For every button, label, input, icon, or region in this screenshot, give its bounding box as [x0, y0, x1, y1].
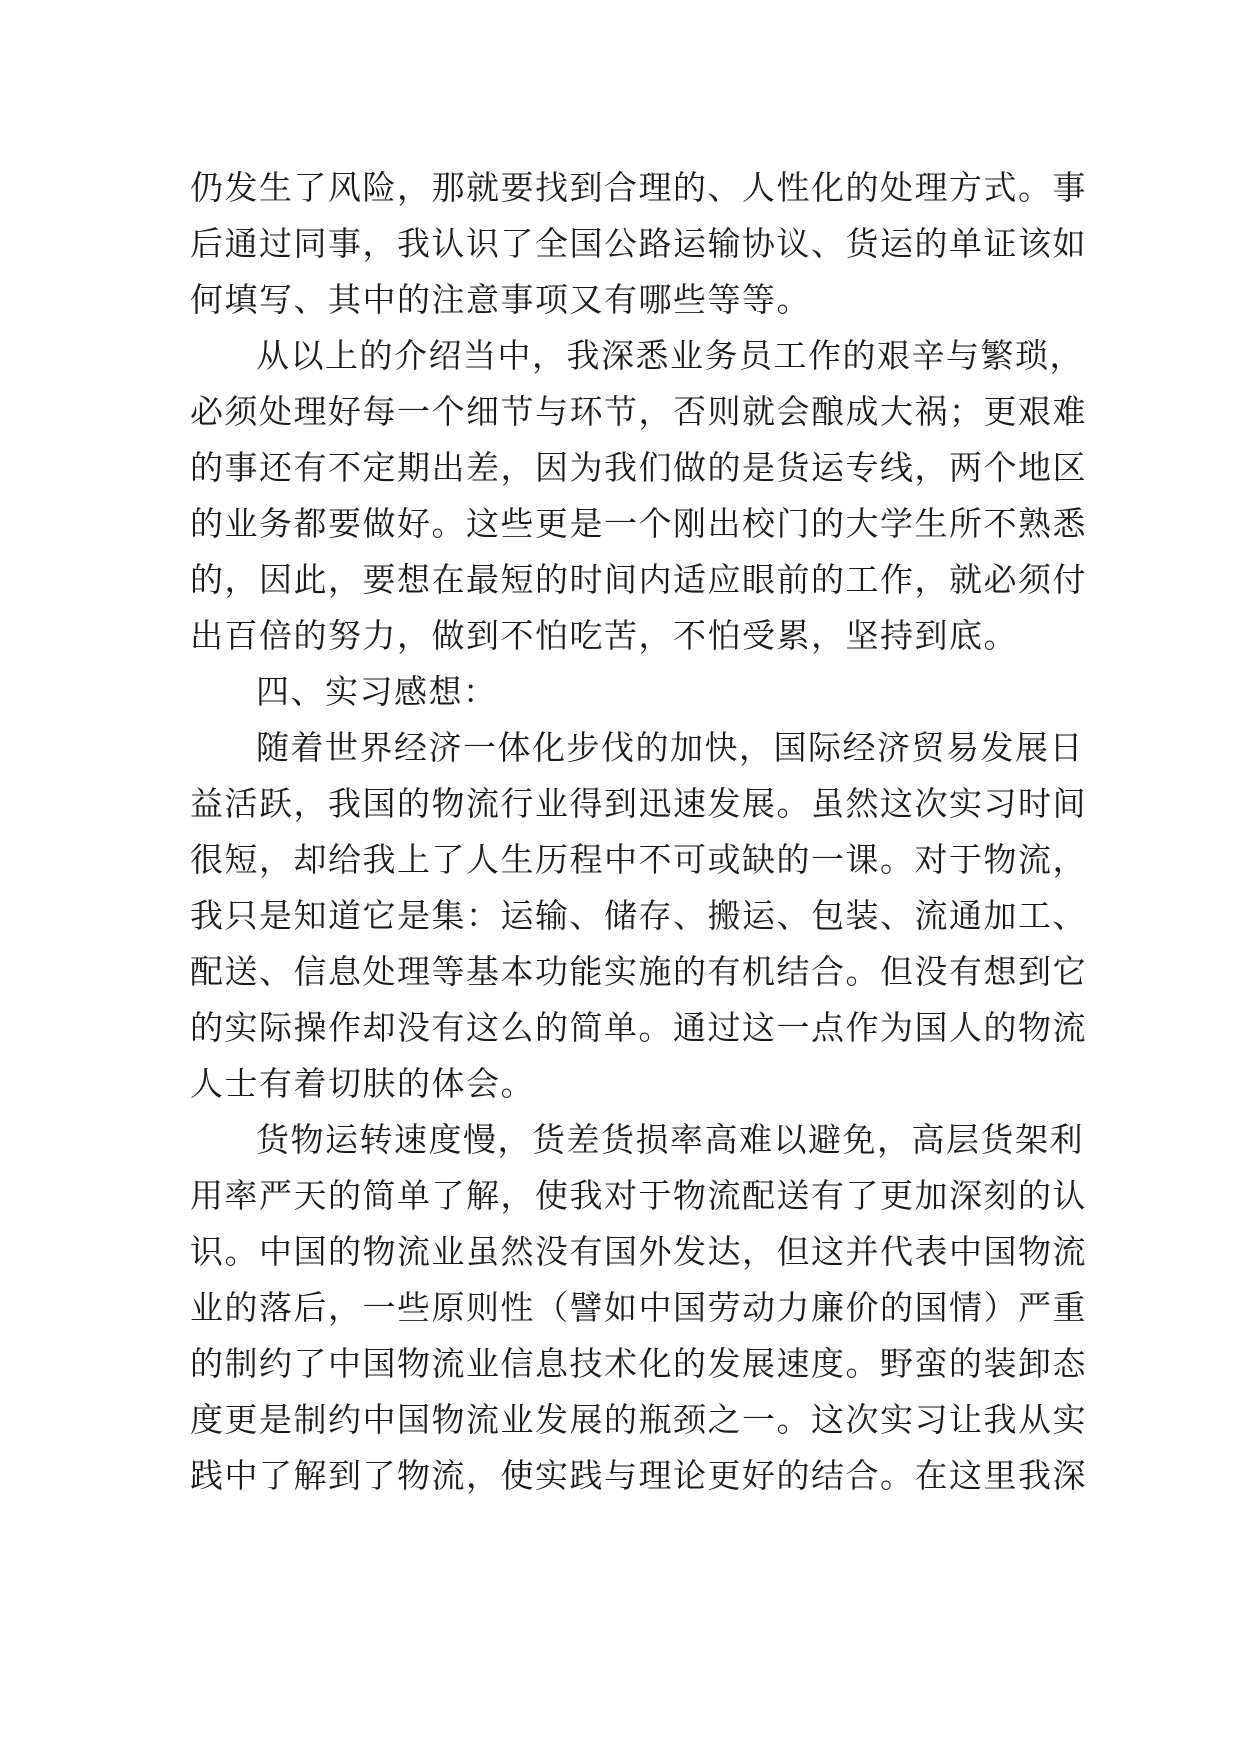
text-line: 人士有着切肤的体会。 — [190, 1064, 535, 1103]
text-line: 很短，却给我上了人生历程中不可或缺的一课。对于物流， — [190, 840, 1087, 879]
text-line: 践中了解到了物流，使实践与理论更好的结合。在这里我深 — [190, 1456, 1087, 1495]
text-line: 的事还有不定期出差，因为我们做的是货运专线，两个地区 — [190, 448, 1087, 487]
text-line: 的实际操作却没有这么的简单。通过这一点作为国人的物流 — [190, 1008, 1087, 1047]
body-text — [190, 160, 1087, 1504]
text-line: 我只是知道它是集：运输、储存、搬运、包装、流通加工、 — [190, 896, 1087, 935]
text-line: 配送、信息处理等基本功能实施的有机结合。但没有想到它 — [190, 952, 1087, 991]
text-line: 业的落后，一些原则性（譬如中国劳动力廉价的国情）严重 — [190, 1288, 1087, 1327]
text-line: 四、实习感想： — [256, 672, 498, 711]
text-line: 的业务都要做好。这些更是一个刚出校门的大学生所不熟悉 — [190, 504, 1087, 543]
text-line: 的，因此，要想在最短的时间内适应眼前的工作，就必须付 — [190, 560, 1087, 599]
text-line: 必须处理好每一个细节与环节，否则就会酿成大祸；更艰难 — [190, 392, 1087, 431]
text-line: 何填写、其中的注意事项又有哪些等等。 — [190, 280, 811, 319]
text-line: 货物运转速度慢，货差货损率高难以避免，高层货架利 — [256, 1120, 1084, 1159]
text-line: 仍发生了风险，那就要找到合理的、人性化的处理方式。事 — [190, 168, 1087, 207]
text-line: 的制约了中国物流业信息技术化的发展速度。野蛮的装卸态 — [190, 1344, 1087, 1383]
text-line: 后通过同事，我认识了全国公路运输协议、货运的单证该如 — [190, 224, 1087, 263]
text-line: 度更是制约中国物流业发展的瓶颈之一。这次实习让我从实 — [190, 1400, 1087, 1439]
text-line: 用率严天的简单了解，使我对于物流配送有了更加深刻的认 — [190, 1176, 1087, 1215]
text-line: 出百倍的努力，做到不怕吃苦，不怕受累，坚持到底。 — [190, 616, 1018, 655]
text-line: 益活跃，我国的物流行业得到迅速发展。虽然这次实习时间 — [190, 784, 1087, 823]
text-line: 随着世界经济一体化步伐的加快，国际经济贸易发展日 — [256, 728, 1084, 767]
text-line: 识。中国的物流业虽然没有国外发达，但这并代表中国物流 — [190, 1232, 1087, 1271]
text-line: 从以上的介绍当中，我深悉业务员工作的艰辛与繁琐， — [256, 336, 1084, 375]
